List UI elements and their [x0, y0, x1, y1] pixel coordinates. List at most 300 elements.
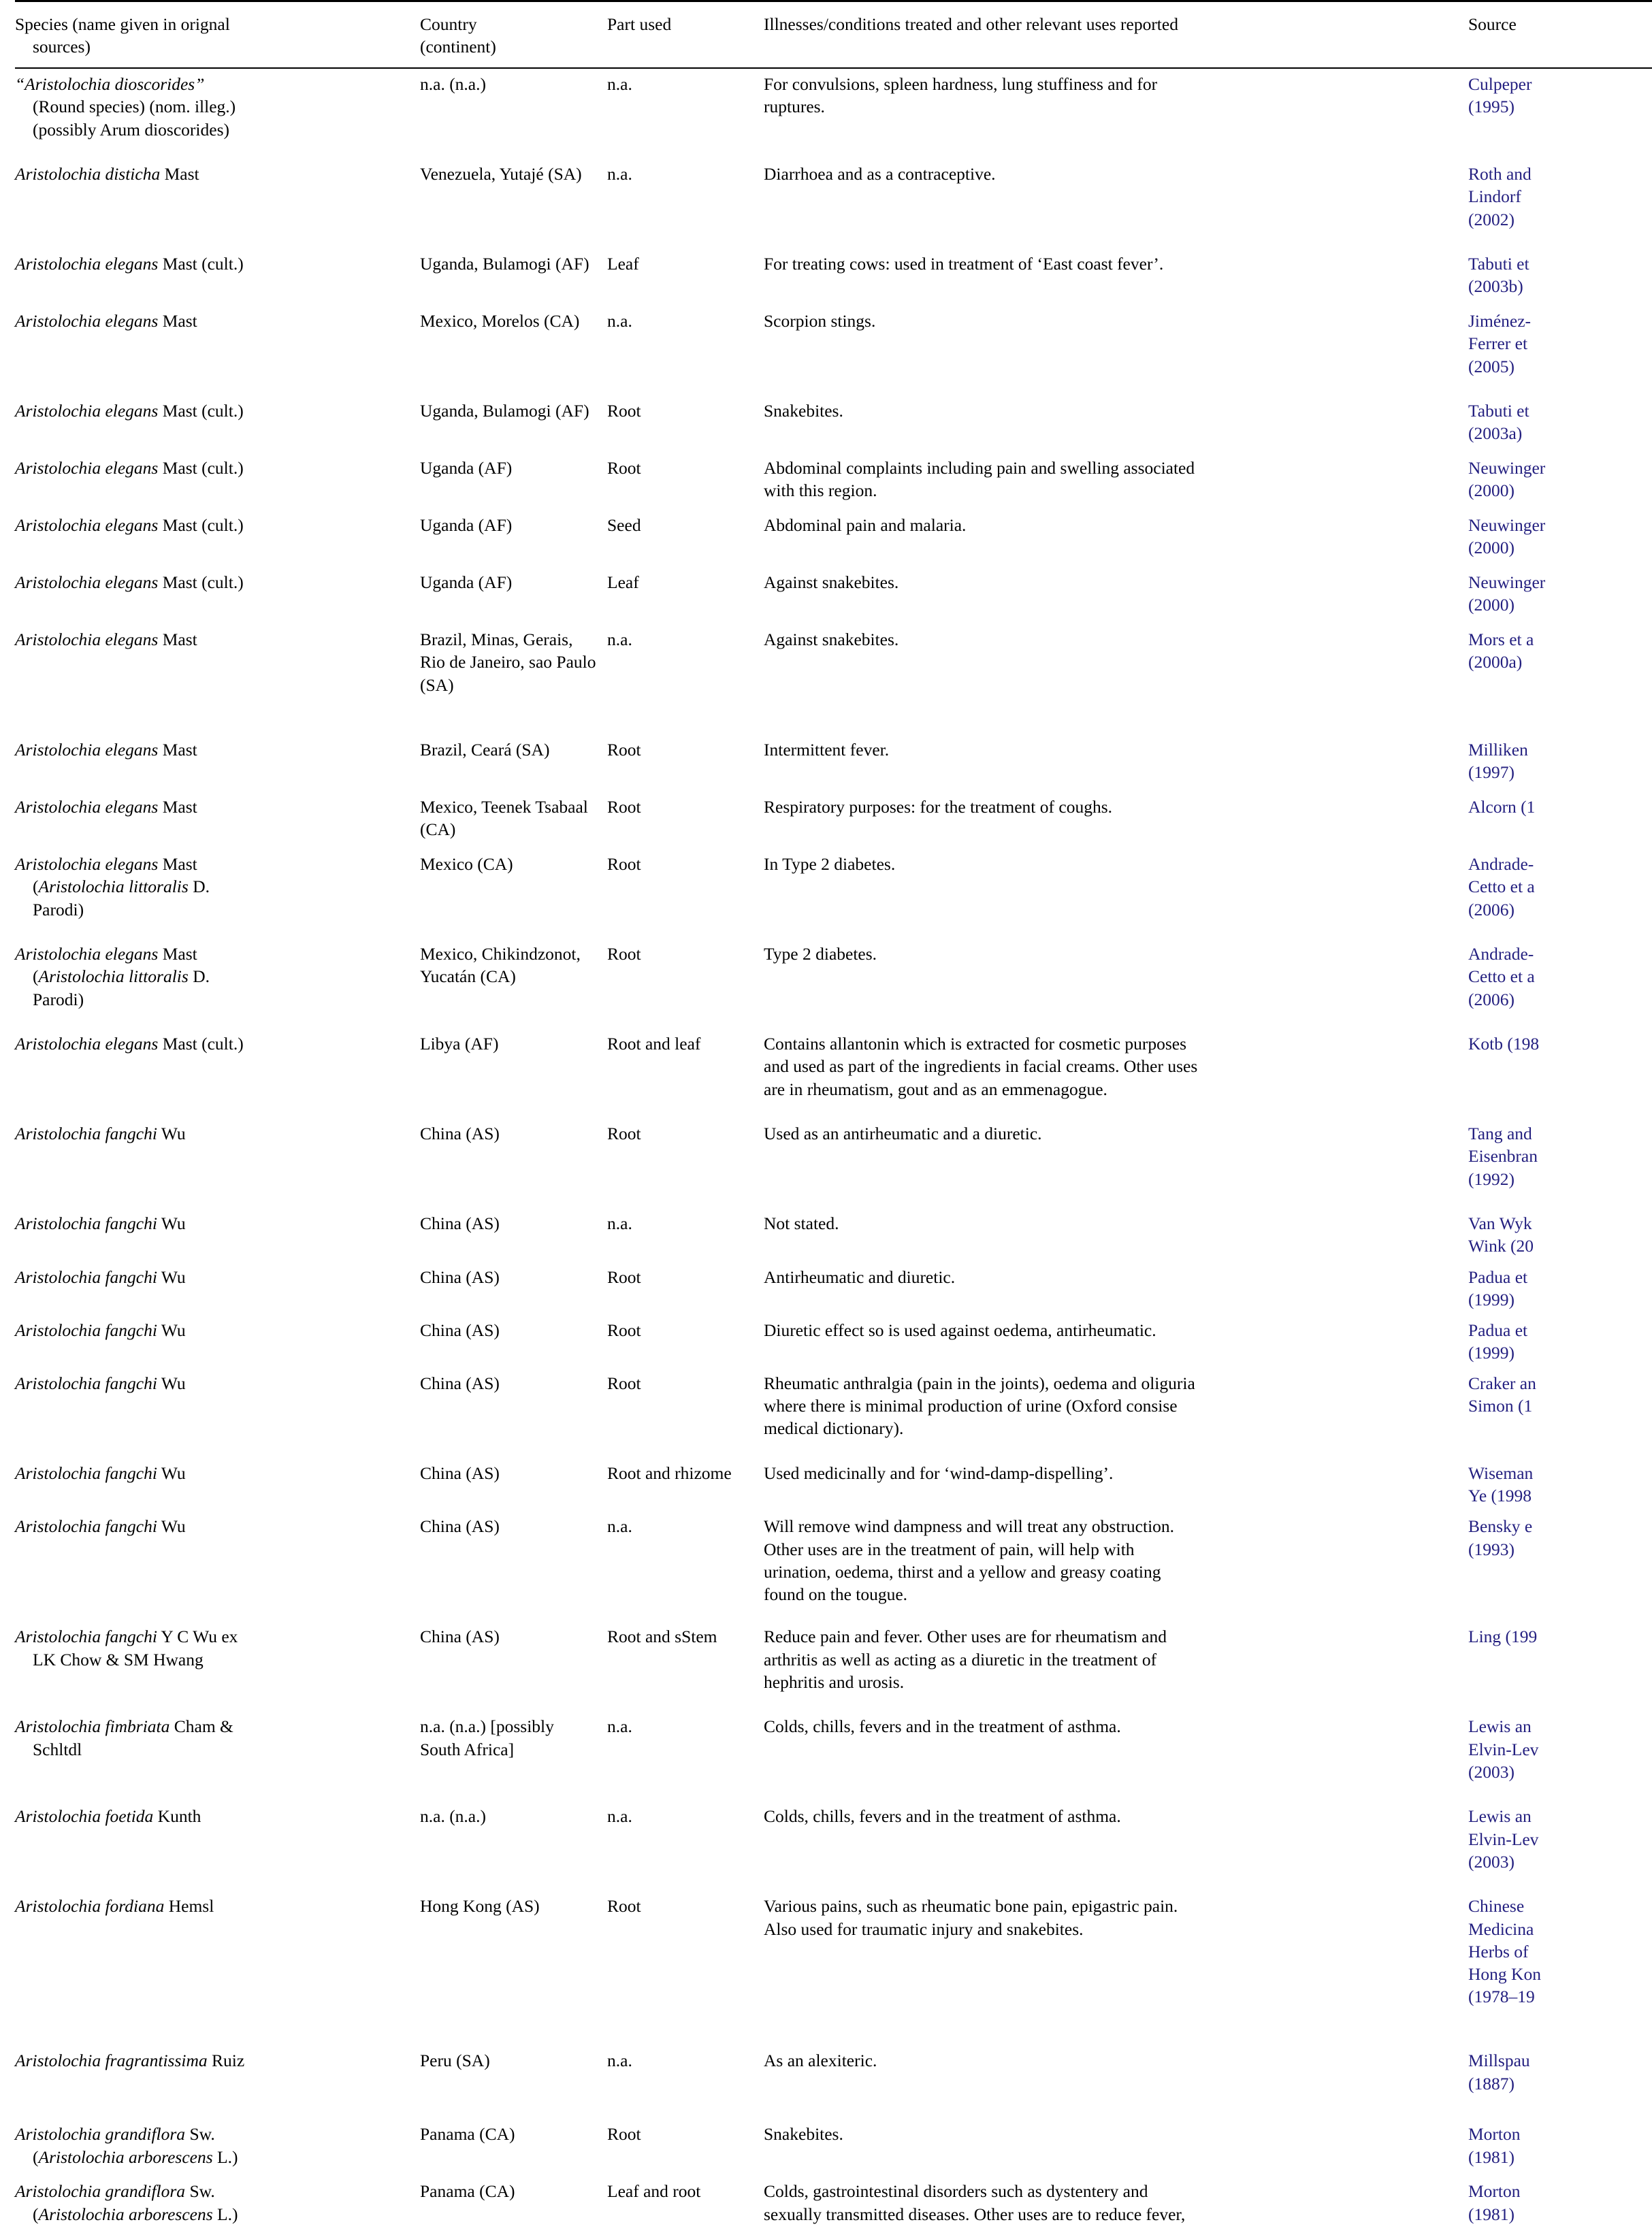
cell-species: [15, 1801, 420, 1891]
source-citation-line[interactable]: Roth and: [1468, 164, 1532, 184]
illness-line: Also used for traumatic injury and snakebites.: [764, 1919, 1084, 1939]
header-row: [15, 1, 1652, 69]
cell-part-used: Root: [607, 1896, 641, 1917]
source-citation-line[interactable]: (2003b): [1468, 276, 1523, 297]
cell-species: [15, 849, 420, 939]
illness-line: As an alexiteric.: [764, 2051, 877, 2071]
cell-illnesses: [764, 1711, 1468, 1801]
cell-part-used: n.a.: [607, 1516, 632, 1537]
cell-illnesses: [764, 1208, 1468, 1261]
species-line: Aristolochia fangchi Wu: [15, 1463, 186, 1484]
illness-line: For convulsions, spleen hardness, lung stuffiness and for: [764, 74, 1158, 95]
cell-country: n.a. (n.a.): [420, 1806, 486, 1827]
species-line: Aristolochia fangchi Wu: [15, 1320, 186, 1340]
source-citation-line[interactable]: Elvin-Lev: [1468, 1829, 1539, 1849]
cell-species: [15, 1028, 420, 1118]
species-line: (Aristolochia littoralis D.: [33, 966, 210, 987]
cell-source[interactable]: [1468, 1891, 1652, 2045]
cell-country: Peru (SA): [420, 2051, 490, 2071]
table-row: [15, 1621, 1652, 1711]
source-citation-line[interactable]: (2006): [1468, 899, 1515, 919]
cell-species: [15, 1315, 420, 1368]
species-line: Aristolochia fordiana Hemsl: [15, 1896, 214, 1917]
cell-source[interactable]: [1468, 1711, 1652, 1801]
illness-line: Rheumatic anthralgia (pain in the joints), oedema and oliguria: [764, 1373, 1195, 1394]
species-line: Aristolochia fangchi Wu: [15, 1267, 186, 1287]
cell-illnesses: [764, 2045, 1468, 2119]
cell-illnesses: [764, 1118, 1468, 1208]
cell-source[interactable]: [1468, 1801, 1652, 1891]
cell-part-used: Leaf and root: [607, 2181, 701, 2202]
illness-line: Against snakebites.: [764, 572, 899, 593]
source-citation-line[interactable]: Morton: [1468, 2124, 1521, 2145]
cell-source[interactable]: [1468, 1208, 1652, 1261]
cell-illnesses: [764, 248, 1468, 306]
table-row: [15, 306, 1652, 395]
cell-source[interactable]: [1468, 68, 1652, 159]
cell-part-used: Root: [607, 1267, 641, 1287]
source-citation-line[interactable]: (1981): [1468, 2147, 1515, 2167]
source-citation-line[interactable]: (1999): [1468, 1289, 1515, 1309]
table-row: [15, 939, 1652, 1028]
source-citation-line[interactable]: Mors et a: [1468, 630, 1534, 650]
illness-line: are in rheumatism, gout and as an emmenagogue.: [764, 1079, 1107, 1099]
source-citation-line[interactable]: (2002): [1468, 209, 1515, 229]
species-line: Aristolochia elegans Mast: [15, 740, 197, 760]
column-header-illnesses: [764, 1, 1468, 69]
source-citation-line[interactable]: Lindorf: [1468, 186, 1521, 207]
illness-line: Colds, chills, fevers and in the treatment of asthma.: [764, 1716, 1121, 1737]
source-citation-line[interactable]: Morton: [1468, 2181, 1521, 2202]
species-line: Aristolochia elegans Mast: [15, 944, 197, 964]
illness-line: Type 2 diabetes.: [764, 944, 877, 964]
table-row: [15, 2176, 1652, 2233]
cell-species: [15, 68, 420, 159]
illness-line: Used as an antirheumatic and a diuretic.: [764, 1124, 1042, 1144]
cell-part-used: Root: [607, 1320, 641, 1340]
column-header-part-used-line1: Part used: [607, 14, 672, 34]
column-header-country-line2: (continent): [420, 37, 496, 57]
cell-part-used: Root and rhizome: [607, 1463, 732, 1484]
source-citation-line[interactable]: Tabuti et: [1468, 254, 1529, 274]
cell-source[interactable]: [1468, 624, 1652, 734]
cell-country: Uganda (AF): [420, 572, 513, 593]
cell-illnesses: [764, 1262, 1468, 1315]
cell-illnesses: [764, 306, 1468, 395]
cell-species: [15, 1262, 420, 1315]
source-citation-line[interactable]: (2005): [1468, 356, 1515, 376]
cell-country: Libya (AF): [420, 1034, 499, 1054]
cell-illnesses: [764, 849, 1468, 939]
source-citation-line[interactable]: Cetto et a: [1468, 966, 1535, 987]
species-line: LK Chow & SM Hwang: [33, 1649, 204, 1669]
source-citation-line[interactable]: Neuwinger: [1468, 458, 1546, 478]
cell-source[interactable]: [1468, 792, 1652, 849]
illness-line: hephritis and urosis.: [764, 1672, 905, 1692]
cell-country: Brazil, Ceará (SA): [420, 740, 550, 760]
species-line: (Aristolochia arborescens L.): [33, 2147, 238, 2167]
illness-line: Snakebites.: [764, 2124, 843, 2145]
cell-species: [15, 1368, 420, 1458]
cell-part-used: Root: [607, 854, 641, 875]
source-citation-line[interactable]: Milliken: [1468, 740, 1528, 760]
source-citation-line[interactable]: Hong Kon: [1468, 1963, 1541, 1984]
table-row: [15, 1208, 1652, 1261]
species-line: Aristolochia fangchi Wu: [15, 1516, 186, 1537]
cell-source[interactable]: [1468, 849, 1652, 939]
cell-country: China (AS): [420, 1320, 500, 1340]
source-citation-line[interactable]: Ye (1998: [1468, 1486, 1532, 1506]
cell-source[interactable]: [1468, 1028, 1652, 1118]
cell-species: [15, 1511, 420, 1621]
species-line: Aristolochia elegans Mast (cult.): [15, 254, 244, 274]
cell-country: Panama (CA): [420, 2181, 515, 2202]
illness-line: Not stated.: [764, 1213, 839, 1234]
species-line: Aristolochia fangchi Wu: [15, 1373, 186, 1394]
species-line: Aristolochia fangchi Wu: [15, 1213, 186, 1234]
cell-part-used: Root: [607, 401, 641, 421]
cell-source[interactable]: [1468, 1458, 1652, 1511]
illness-line: Diarrhoea and as a contraceptive.: [764, 164, 996, 184]
cell-part-used: n.a.: [607, 2051, 632, 2071]
cell-species: [15, 734, 420, 792]
cell-part-used: Leaf: [607, 572, 639, 593]
table-row: [15, 624, 1652, 734]
species-line: Aristolochia fangchi Y C Wu ex: [15, 1627, 238, 1647]
cell-illnesses: [764, 1801, 1468, 1891]
species-line: Aristolochia elegans Mast: [15, 311, 197, 331]
cell-source[interactable]: [1468, 1368, 1652, 1458]
cell-illnesses: [764, 792, 1468, 849]
cell-illnesses: [764, 159, 1468, 248]
cell-source[interactable]: [1468, 159, 1652, 248]
cell-source[interactable]: [1468, 248, 1652, 306]
table-row: [15, 1801, 1652, 1891]
cell-source[interactable]: [1468, 939, 1652, 1028]
table-row: [15, 849, 1652, 939]
cell-species: [15, 159, 420, 248]
illness-line: Respiratory purposes: for the treatment of coughs.: [764, 797, 1112, 817]
species-line: “Aristolochia dioscorides”: [15, 74, 205, 95]
source-citation-line[interactable]: Padua et: [1468, 1320, 1528, 1340]
cell-species: [15, 2045, 420, 2119]
cell-species: [15, 1711, 420, 1801]
source-citation-line[interactable]: Tang and: [1468, 1124, 1532, 1144]
cell-source[interactable]: [1468, 1118, 1652, 1208]
cell-species: [15, 453, 420, 510]
source-citation-line[interactable]: (2000): [1468, 480, 1515, 501]
source-citation-line[interactable]: Van Wyk: [1468, 1213, 1532, 1234]
illness-line: medical dictionary).: [764, 1418, 904, 1439]
species-line: Aristolochia elegans Mast (cult.): [15, 401, 244, 421]
cell-illnesses: [764, 395, 1468, 453]
illness-line: Will remove wind dampness and will treat any obstruction.: [764, 1516, 1175, 1537]
table-row: [15, 1368, 1652, 1458]
species-line: Aristolochia elegans Mast (cult.): [15, 458, 244, 478]
cell-part-used: n.a.: [607, 164, 632, 184]
cell-illnesses: [764, 1511, 1468, 1621]
source-citation-line[interactable]: Bensky e: [1468, 1516, 1533, 1537]
species-line: Parodi): [33, 989, 84, 1009]
table-row: [15, 453, 1652, 510]
cell-species: [15, 2176, 420, 2233]
cell-part-used: n.a.: [607, 1213, 632, 1234]
source-citation-line[interactable]: (2000a): [1468, 652, 1523, 672]
species-line: Aristolochia elegans Mast (cult.): [15, 515, 244, 536]
species-line: Aristolochia grandiflora Sw.: [15, 2181, 215, 2202]
table-row: [15, 1315, 1652, 1368]
cell-country: China (AS): [420, 1373, 500, 1394]
column-header-species: [15, 1, 420, 69]
table-body: [15, 68, 1652, 2233]
table-row: [15, 159, 1652, 248]
source-citation-line[interactable]: Elvin-Lev: [1468, 1739, 1539, 1759]
column-header-country-line1: Country: [420, 14, 477, 34]
species-line: Aristolochia elegans Mast: [15, 797, 197, 817]
source-citation-line[interactable]: (2000): [1468, 595, 1515, 615]
source-citation-line[interactable]: (2003): [1468, 1851, 1515, 1872]
cell-part-used: n.a.: [607, 1806, 632, 1827]
illness-line: with this region.: [764, 480, 877, 501]
table-row: [15, 1028, 1652, 1118]
illness-line: Contains allantonin which is extracted for cosmetic purposes: [764, 1034, 1187, 1054]
cell-country: Mexico, Teenek Tsabaal (CA): [420, 797, 588, 840]
cell-illnesses: [764, 2176, 1468, 2233]
species-line: (Aristolochia arborescens L.): [33, 2204, 238, 2224]
illness-line: found on the tougue.: [764, 1584, 908, 1604]
cell-source[interactable]: [1468, 1511, 1652, 1621]
species-line: (Aristolochia littoralis D.: [33, 877, 210, 897]
illness-line: sexually transmitted diseases. Other uses are to reduce fever,: [764, 2204, 1186, 2224]
table-row: [15, 395, 1652, 453]
table-header: [15, 1, 1652, 69]
illness-line: Antirheumatic and diuretic.: [764, 1267, 956, 1287]
source-citation-line[interactable]: Padua et: [1468, 1267, 1528, 1287]
cell-part-used: n.a.: [607, 74, 632, 95]
source-citation-line[interactable]: Jiménez-: [1468, 311, 1532, 331]
source-citation-line[interactable]: Andrade-: [1468, 854, 1534, 875]
source-citation-line[interactable]: Eisenbran: [1468, 1146, 1538, 1167]
table-row: [15, 2119, 1652, 2176]
cell-country: China (AS): [420, 1627, 500, 1647]
source-citation-line[interactable]: Simon (1: [1468, 1396, 1533, 1416]
species-line: (possibly Arum dioscorides): [33, 119, 229, 140]
source-citation-line[interactable]: Lewis an: [1468, 1716, 1532, 1737]
cell-illnesses: [764, 734, 1468, 792]
illness-line: Against snakebites.: [764, 630, 899, 650]
cell-source[interactable]: [1468, 2176, 1652, 2233]
source-citation-line[interactable]: Neuwinger: [1468, 572, 1546, 593]
table-row: [15, 734, 1652, 792]
source-citation-line[interactable]: Lewis an: [1468, 1806, 1532, 1827]
species-line: Aristolochia elegans Mast (cult.): [15, 572, 244, 593]
cell-species: [15, 939, 420, 1028]
illness-line: Colds, chills, fevers and in the treatment of asthma.: [764, 1806, 1121, 1827]
source-citation-line[interactable]: Chinese: [1468, 1896, 1525, 1917]
source-citation-line[interactable]: Wink (20: [1468, 1236, 1534, 1256]
cell-source[interactable]: [1468, 510, 1652, 567]
cell-source[interactable]: [1468, 2045, 1652, 2119]
aristolochia-uses-table: [15, 0, 1652, 2233]
cell-illnesses: [764, 1368, 1468, 1458]
illness-line: Colds, gastrointestinal disorders such as dystentery and: [764, 2181, 1148, 2202]
cell-source[interactable]: [1468, 1315, 1652, 1368]
source-citation-line[interactable]: Craker an: [1468, 1373, 1536, 1394]
cell-part-used: n.a.: [607, 1716, 632, 1737]
cell-source[interactable]: [1468, 306, 1652, 395]
cell-species: [15, 1621, 420, 1711]
species-line: Parodi): [33, 899, 84, 919]
illness-line: Various pains, such as rheumatic bone pain, epigastric pain.: [764, 1896, 1178, 1917]
table-row: [15, 1891, 1652, 2045]
cell-part-used: Seed: [607, 515, 641, 536]
cell-illnesses: [764, 1315, 1468, 1368]
cell-species: [15, 792, 420, 849]
species-line: Aristolochia grandiflora Sw.: [15, 2124, 215, 2145]
table-row: [15, 792, 1652, 849]
source-citation-line[interactable]: Cetto et a: [1468, 877, 1535, 897]
source-citation-line[interactable]: Medicina: [1468, 1919, 1534, 1939]
species-line: Schltdl: [33, 1739, 82, 1759]
source-citation-line[interactable]: (2000): [1468, 538, 1515, 558]
cell-part-used: Root and sStem: [607, 1627, 717, 1647]
table-row: [15, 1458, 1652, 1511]
illness-line: arthritis as well as acting as a diuretic in the treatment of: [764, 1649, 1157, 1669]
cell-source[interactable]: [1468, 395, 1652, 453]
cell-country: Mexico, Chikindzonot, Yucatán (CA): [420, 944, 581, 987]
cell-part-used: Root: [607, 1373, 641, 1394]
illness-line: and used as part of the ingredients in facial creams. Other uses: [764, 1056, 1198, 1077]
cell-species: [15, 567, 420, 624]
cell-species: [15, 2119, 420, 2176]
illness-line: Used medicinally and for ‘wind-damp-dispelling’.: [764, 1463, 1114, 1484]
species-line: (Round species) (nom. illeg.): [33, 97, 236, 117]
cell-country: China (AS): [420, 1267, 500, 1287]
column-header-country: [420, 1, 607, 69]
source-citation-line[interactable]: Tabuti et: [1468, 401, 1529, 421]
illness-line: In Type 2 diabetes.: [764, 854, 896, 875]
cell-country: n.a. (n.a.): [420, 74, 486, 95]
illness-line: ruptures.: [764, 97, 825, 117]
source-citation-line[interactable]: Kotb (198: [1468, 1034, 1540, 1054]
species-line: Aristolochia disticha Mast: [15, 164, 199, 184]
cell-part-used: n.a.: [607, 311, 632, 331]
illness-line: Intermittent fever.: [764, 740, 890, 760]
column-header-source: [1468, 1, 1652, 69]
source-citation-line[interactable]: Ling (199: [1468, 1627, 1538, 1647]
cell-source[interactable]: [1468, 1621, 1652, 1711]
cell-country: Uganda, Bulamogi (AF): [420, 254, 589, 274]
table-row: [15, 68, 1652, 159]
cell-illnesses: [764, 2119, 1468, 2176]
source-citation-line[interactable]: (2003): [1468, 1761, 1515, 1782]
cell-country: China (AS): [420, 1124, 500, 1144]
source-citation-line[interactable]: (1887): [1468, 2073, 1515, 2093]
source-citation-line[interactable]: Neuwinger: [1468, 515, 1546, 536]
source-citation-line[interactable]: (1995): [1468, 97, 1515, 117]
cell-species: [15, 306, 420, 395]
cell-source[interactable]: [1468, 2119, 1652, 2176]
cell-illnesses: [764, 453, 1468, 510]
source-citation-line[interactable]: (1997): [1468, 762, 1515, 783]
cell-country: Mexico (CA): [420, 854, 513, 875]
source-citation-line[interactable]: Ferrer et: [1468, 333, 1528, 354]
cell-part-used: n.a.: [607, 630, 632, 650]
source-citation-line[interactable]: (2003a): [1468, 423, 1523, 444]
cell-country: Uganda, Bulamogi (AF): [420, 401, 589, 421]
source-citation-line[interactable]: Millspau: [1468, 2051, 1530, 2071]
source-citation-line[interactable]: (2006): [1468, 989, 1515, 1009]
cell-species: [15, 1458, 420, 1511]
cell-source[interactable]: [1468, 1262, 1652, 1315]
illness-line: Reduce pain and fever. Other uses are for rheumatism and: [764, 1627, 1167, 1647]
source-citation-line[interactable]: (1981): [1468, 2204, 1515, 2224]
source-citation-line[interactable]: (1999): [1468, 1342, 1515, 1363]
cell-species: [15, 248, 420, 306]
table-row: [15, 248, 1652, 306]
cell-species: [15, 1891, 420, 2045]
cell-part-used: Root: [607, 458, 641, 478]
table-row: [15, 1511, 1652, 1621]
column-header-species-line1: Species (name given in orignal: [15, 14, 230, 34]
cell-illnesses: [764, 1891, 1468, 2045]
cell-country: Venezuela, Yutajé (SA): [420, 164, 582, 184]
table-row: [15, 1118, 1652, 1208]
cell-species: [15, 1118, 420, 1208]
cell-country: China (AS): [420, 1213, 500, 1234]
cell-country: Hong Kong (AS): [420, 1896, 540, 1917]
source-citation-line[interactable]: (1992): [1468, 1169, 1515, 1189]
cell-illnesses: [764, 510, 1468, 567]
source-citation-line[interactable]: (1978–19: [1468, 1986, 1535, 2006]
cell-illnesses: [764, 1621, 1468, 1711]
column-header-species-line2: sources): [33, 37, 91, 57]
cell-part-used: Root: [607, 2124, 641, 2145]
source-citation-line[interactable]: Andrade-: [1468, 944, 1534, 964]
cell-part-used: Root: [607, 797, 641, 817]
illness-line: Abdominal pain and malaria.: [764, 515, 967, 536]
cell-source[interactable]: [1468, 567, 1652, 624]
illness-line: Scorpion stings.: [764, 311, 876, 331]
cell-illnesses: [764, 624, 1468, 734]
species-line: Aristolochia fangchi Wu: [15, 1124, 186, 1144]
source-citation-line[interactable]: Wiseman: [1468, 1463, 1534, 1484]
table-row: [15, 510, 1652, 567]
cell-illnesses: [764, 567, 1468, 624]
source-citation-line[interactable]: Alcorn (1: [1468, 797, 1536, 817]
cell-part-used: Root: [607, 740, 641, 760]
cell-source[interactable]: [1468, 453, 1652, 510]
species-line: Aristolochia elegans Mast: [15, 630, 197, 650]
illness-line: Abdominal complaints including pain and swelling associated: [764, 458, 1195, 478]
cell-country: China (AS): [420, 1516, 500, 1537]
source-citation-line[interactable]: Herbs of: [1468, 1941, 1529, 1961]
cell-species: [15, 624, 420, 734]
cell-country: Uganda (AF): [420, 515, 513, 536]
cell-country: China (AS): [420, 1463, 500, 1484]
species-line: Aristolochia fragrantissima Ruiz: [15, 2051, 245, 2071]
cell-illnesses: [764, 68, 1468, 159]
cell-part-used: Root: [607, 1124, 641, 1144]
table-row: [15, 1262, 1652, 1315]
illness-line: urination, oedema, thirst and a yellow and greasy coating: [764, 1561, 1161, 1582]
cell-source[interactable]: [1468, 734, 1652, 792]
cell-illnesses: [764, 1458, 1468, 1511]
source-citation-line[interactable]: (1993): [1468, 1539, 1515, 1559]
cell-country: Uganda (AF): [420, 458, 513, 478]
cell-species: [15, 510, 420, 567]
source-citation-line[interactable]: Culpeper: [1468, 74, 1532, 95]
